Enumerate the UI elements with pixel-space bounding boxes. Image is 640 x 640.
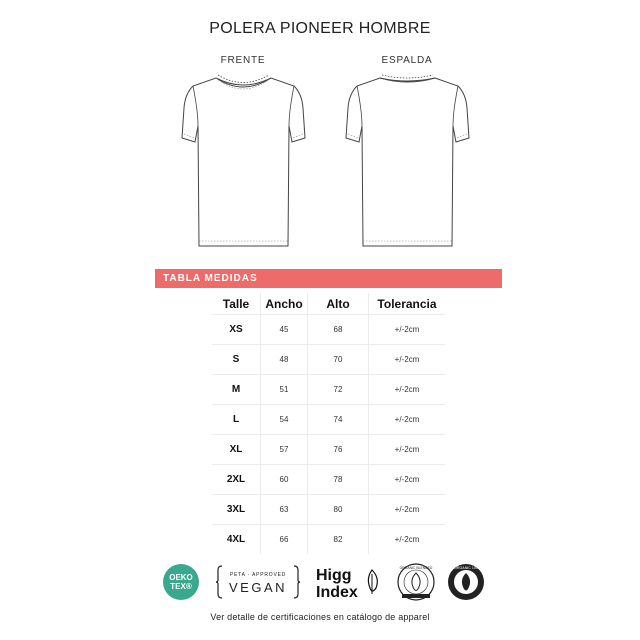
higg-text: Higg: [316, 567, 352, 584]
leaf-icon: [368, 570, 377, 591]
width-cell: 51: [261, 375, 308, 405]
height-cell: 80: [308, 495, 369, 525]
table-row: [212, 315, 445, 345]
table-row: [212, 465, 445, 495]
peta-approved-text: PETA · APPROVED: [229, 572, 287, 578]
height-cell: 68: [308, 315, 369, 345]
size-cell: 4XL: [212, 525, 261, 555]
width-cell: 63: [261, 495, 308, 525]
width-cell: 45: [261, 315, 308, 345]
oeko-text: OEKO: [169, 573, 193, 582]
back-view-label: ESPALDA: [381, 55, 433, 66]
tolerance-cell: +/-2cm: [369, 525, 446, 555]
higg-index-logo: [314, 562, 382, 602]
certification-footer-note: Ver detalle de certificaciones en catálogo de apparel: [210, 612, 430, 622]
organic-100-text: ORGANIC 100: [454, 566, 478, 570]
width-cell: 54: [261, 405, 308, 435]
size-cell: XS: [212, 315, 261, 345]
table-row: [212, 525, 445, 555]
vegan-text: VEGAN: [228, 580, 288, 595]
size-cell: 2XL: [212, 465, 261, 495]
size-cell: S: [212, 345, 261, 375]
tshirt-back-illustration: [340, 66, 475, 256]
tolerance-cell: +/-2cm: [369, 495, 446, 525]
size-table-header-row: [212, 293, 445, 315]
size-cell: M: [212, 375, 261, 405]
tolerance-cell: +/-2cm: [369, 405, 446, 435]
height-cell: 78: [308, 465, 369, 495]
tolerance-cell: +/-2cm: [369, 315, 446, 345]
tolerance-cell: +/-2cm: [369, 345, 446, 375]
size-table: [212, 293, 445, 554]
size-table-banner: TABLA MEDIDAS: [155, 269, 502, 288]
tolerance-cell: +/-2cm: [369, 435, 446, 465]
peta-vegan-logo: [216, 562, 300, 602]
front-view-label: FRENTE: [220, 55, 266, 66]
page-title: POLERA PIONEER HOMBRE: [209, 20, 431, 37]
index-text: Index: [316, 584, 358, 601]
height-cell: 82: [308, 525, 369, 555]
width-cell: 57: [261, 435, 308, 465]
table-row: [212, 495, 445, 525]
header-talle: Talle: [222, 296, 250, 311]
table-row: [212, 345, 445, 375]
tolerance-cell: +/-2cm: [369, 375, 446, 405]
certification-logos: [0, 560, 640, 606]
organic-100-logo: [446, 561, 486, 603]
header-alto: Alto: [308, 293, 369, 315]
table-row: [212, 375, 445, 405]
header-tolerancia: Tolerancia: [369, 293, 446, 315]
table-row: [212, 405, 445, 435]
tex-text: TEX®: [170, 582, 192, 591]
organic-blended-logo: [396, 561, 436, 603]
size-cell: 3XL: [212, 495, 261, 525]
tolerance-cell: +/-2cm: [369, 465, 446, 495]
height-cell: 74: [308, 405, 369, 435]
width-cell: 60: [261, 465, 308, 495]
size-cell: L: [212, 405, 261, 435]
header-ancho: Ancho: [261, 293, 308, 315]
height-cell: 70: [308, 345, 369, 375]
organic-blended-text: ORGANIC BLENDED: [399, 566, 433, 570]
size-cell: XL: [212, 435, 261, 465]
height-cell: 72: [308, 375, 369, 405]
height-cell: 76: [308, 435, 369, 465]
tshirt-front-illustration: [176, 66, 311, 256]
table-row: [212, 435, 445, 465]
oeko-tex-logo: [162, 563, 200, 601]
width-cell: 48: [261, 345, 308, 375]
width-cell: 66: [261, 525, 308, 555]
